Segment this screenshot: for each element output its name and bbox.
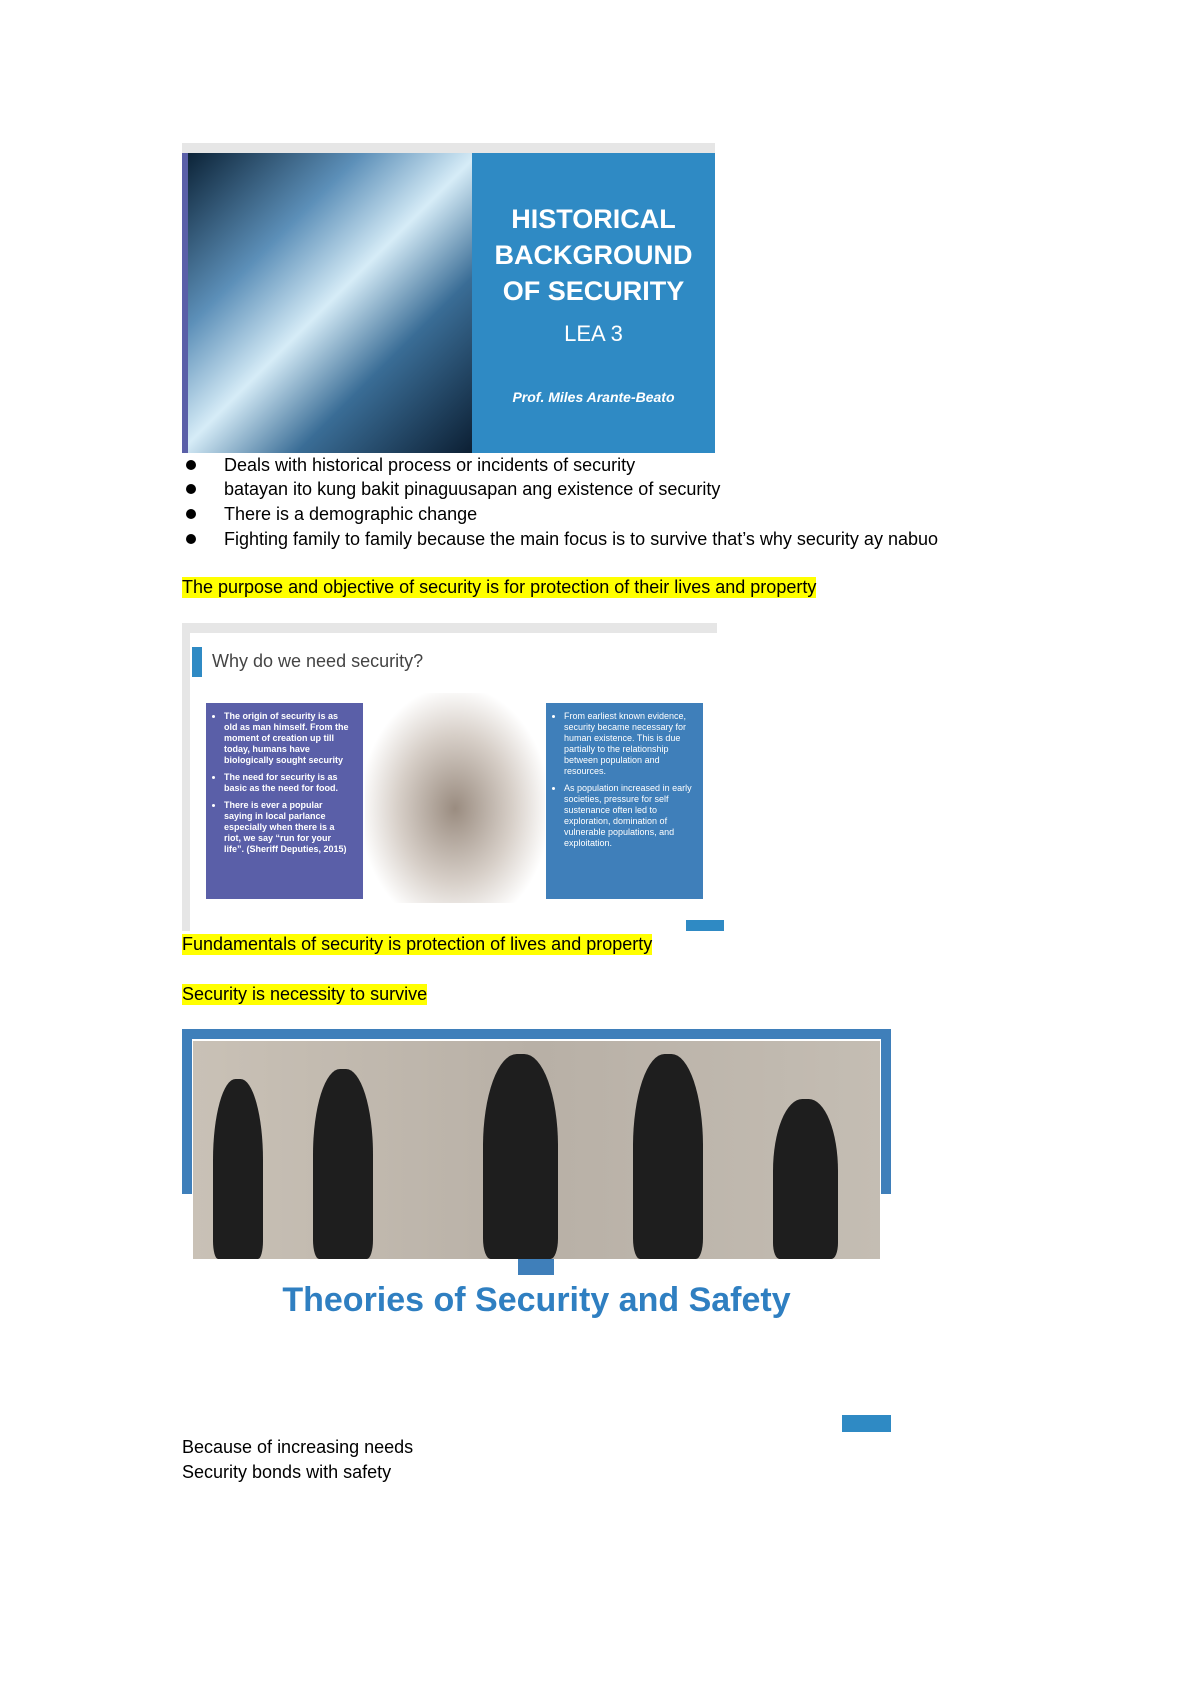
highlighted-statement: Security is necessity to survive (182, 984, 428, 1004)
bullet-icon (186, 534, 196, 544)
warriors-illustration (365, 693, 545, 903)
evolution-silhouettes-image (193, 1041, 880, 1259)
bullet-text: There is a demographic change (224, 504, 478, 524)
title-accent-bar (192, 647, 202, 677)
left-text-box (206, 703, 363, 899)
slide-accent-band (182, 153, 188, 453)
course-code: LEA 3 (564, 321, 623, 346)
closing-line: Because of increasing needs (182, 1437, 414, 1457)
title-line: HISTORICAL (511, 204, 676, 234)
bullet-icon (186, 484, 196, 494)
slide-title: Why do we need security? (212, 651, 424, 671)
bullet-icon (186, 460, 196, 470)
skyscraper-photo (186, 153, 472, 453)
slide-historical-background (182, 143, 715, 453)
bullet-text: Fighting family to family because the main focus is to survive that’s why security ay nabuo (224, 529, 938, 549)
slide-tab (518, 1259, 554, 1275)
point: • As population increased in early societies, pressure for self sustenance often led to exploration, domination of vulnerable populations, and exploitation. (564, 783, 693, 849)
closing-line: Security bonds with safety (182, 1462, 392, 1482)
point: • The origin of security is as old as man himself. From the moment of creation up till today, humans have biologically sought security (224, 711, 353, 766)
title-line: OF SECURITY (502, 276, 685, 306)
slide-theories (182, 1029, 891, 1435)
point: • The need for security is as basic as the need for food. (224, 772, 353, 794)
highlighted-statement: The purpose and objective of security is for protection of their lives and property (182, 577, 817, 597)
slide-why-security (182, 623, 717, 931)
presenter: Prof. Miles Arante-Beato (512, 389, 675, 405)
slide-number-tag (842, 1415, 891, 1432)
title-panel (472, 153, 715, 453)
slide-number-tag (686, 920, 724, 931)
bullet-text: batayan ito kung bakit pinaguusapan ang existence of security (224, 479, 721, 499)
point: • From earliest known evidence, security became necessary for human existence. This is due partially to the relationship between population and resources. (564, 711, 693, 777)
point: • There is ever a popular saying in local parlance especially when there is a riot, we say “run for your life”. (Sheriff Deputies, 2015) (224, 800, 353, 855)
bullet-text: Deals with historical process or incidents of security (224, 455, 636, 475)
title-line: BACKGROUND (494, 240, 693, 270)
bullet-icon (186, 509, 196, 519)
right-text-box (546, 703, 703, 899)
slide-title (472, 201, 715, 309)
slide-title: Theories of Security and Safety (282, 1281, 791, 1319)
highlighted-statement: Fundamentals of security is protection of lives and property (182, 934, 653, 954)
